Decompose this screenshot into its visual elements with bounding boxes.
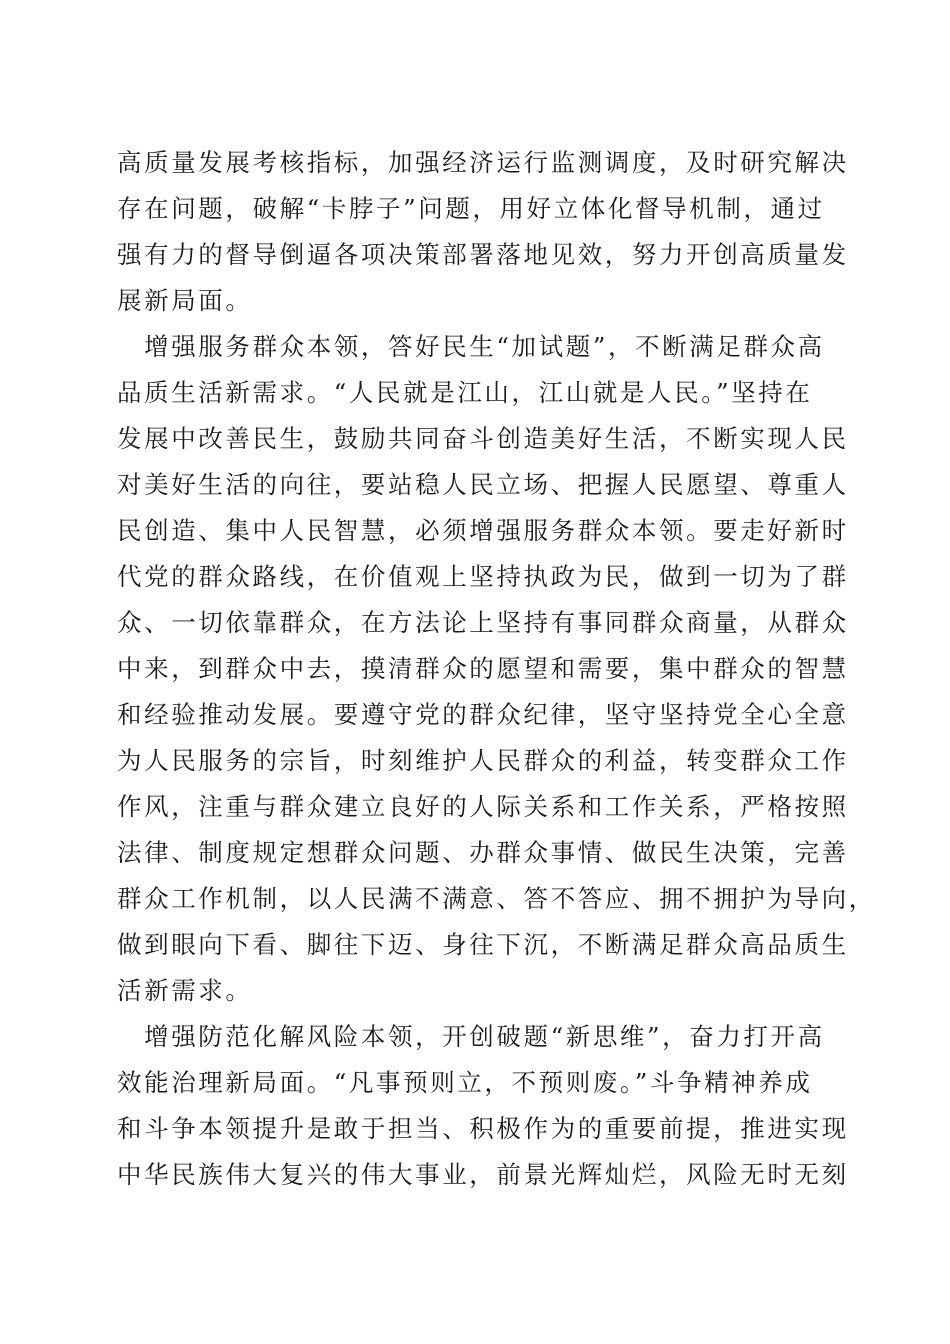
text-line: 中华民族伟大复兴的伟大事业，前景光辉灿烂，风险无时无刻: [117, 1160, 849, 1189]
text-line: 品质生活新需求。“人民就是江山，江山就是人民。”坚持在: [117, 378, 813, 407]
paragraph-start-line: 增强防范化解风险本领，开创破题“新思维”，奋力打开高: [117, 1022, 825, 1051]
text-line: 发展中改善民生，鼓励共同奋斗创造美好生活，不断实现人民: [117, 424, 849, 453]
text-line: 作风，注重与群众建立良好的人际关系和工作关系，严格按照: [117, 792, 849, 821]
text-line: 和斗争本领提升是敢于担当、积极作为的重要前提，推进实现: [117, 1114, 849, 1143]
text-line: 存在问题，破解“卡脖子”问题，用好立体化督导机制，通过: [117, 194, 825, 223]
text-line: 中来，到群众中去，摸清群众的愿望和需要，集中群众的智慧: [117, 654, 849, 683]
text-line: 群众工作机制，以人民满不满意、答不答应、拥不拥护为导向，: [117, 884, 876, 913]
text-line: 民创造、集中人民智慧，必须增强服务群众本领。要走好新时: [117, 516, 849, 545]
text-line: 做到眼向下看、脚往下迈、身往下沉，不断满足群众高品质生: [117, 930, 849, 959]
text-line: 代党的群众路线，在价值观上坚持执政为民，做到一切为了群: [117, 562, 849, 591]
text-line: 法律、制度规定想群众问题、办群众事情、做民生决策，完善: [117, 838, 849, 867]
text-line: 展新局面。: [117, 286, 253, 315]
text-line: 效能治理新局面。“凡事预则立，不预则废。”斗争精神养成: [117, 1068, 813, 1097]
paragraph-start-line: 增强服务群众本领，答好民生“加试题”，不断满足群众高: [117, 332, 825, 361]
text-line: 对美好生活的向往，要站稳人民立场、把握人民愿望、尊重人: [117, 470, 849, 499]
text-line: 和经验推动发展。要遵守党的群众纪律，坚守坚持党全心全意: [117, 700, 849, 729]
text-line: 活新需求。: [117, 976, 253, 1005]
text-line: 强有力的督导倒逼各项决策部署落地见效，努力开创高质量发: [117, 240, 849, 269]
text-line: 高质量发展考核指标，加强经济运行监测调度，及时研究解决: [117, 148, 849, 177]
body-text: [117, 140, 876, 1198]
text-line: 众、一切依靠群众，在方法论上坚持有事同群众商量，从群众: [117, 608, 849, 637]
text-line: 为人民服务的宗旨，时刻维护人民群众的利益，转变群众工作: [117, 746, 849, 775]
